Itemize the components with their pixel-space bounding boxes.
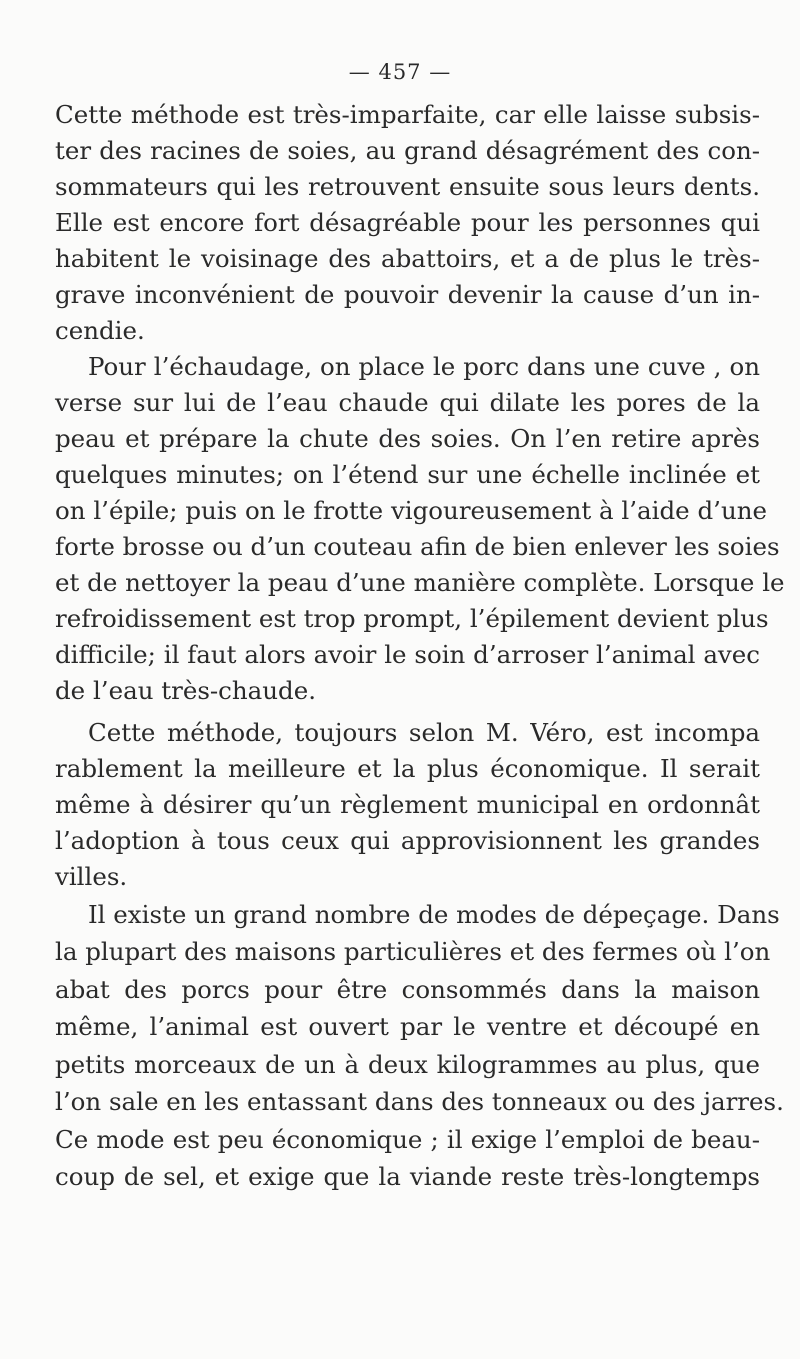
text-line: grave inconvénient de pouvoir devenir la cause d’un in- <box>55 280 760 309</box>
text-line: et de nettoyer la peau d’une manière complète. Lorsque le <box>55 568 785 597</box>
text-line: petits morceaux de un à deux kilogrammes au plus, que <box>55 1050 760 1079</box>
text-line: coup de sel, et exige que la viande reste très-longtemps <box>55 1162 760 1191</box>
text-line: on l’épile; puis on le frotte vigoureusement à l’aide d’une <box>55 496 767 525</box>
text-line: la plupart des maisons particulières et des fermes où l’on <box>55 937 771 966</box>
text-line: refroidissement est trop prompt, l’épilement devient plus <box>55 604 769 633</box>
text-line: villes. <box>55 862 128 891</box>
text-line: Ce mode est peu économique ; il exige l’emploi de beau- <box>55 1125 760 1154</box>
text-line: de l’eau très-chaude. <box>55 676 317 705</box>
text-line: Pour l’échaudage, on place le porc dans une cuve , on <box>88 352 760 381</box>
text-line: quelques minutes; on l’étend sur une échelle inclinée et <box>55 460 760 489</box>
text-line: ter des racines de soies, au grand désagrément des con- <box>55 136 760 165</box>
text-line: Cette méthode, toujours selon M. Véro, est incompa <box>88 718 760 747</box>
text-line: l’adoption à tous ceux qui approvisionnent les grandes <box>55 826 760 855</box>
text-line: Cette méthode est très-imparfaite, car elle laisse subsis- <box>55 100 760 129</box>
text-line: peau et prépare la chute des soies. On l’en retire après <box>55 424 760 453</box>
text-line: sommateurs qui les retrouvent ensuite sous leurs dents. <box>55 172 760 201</box>
text-line: forte brosse ou d’un couteau afin de bien enlever les soies <box>55 532 780 561</box>
text-line: Il existe un grand nombre de modes de dépeçage. Dans <box>88 900 780 929</box>
text-line: l’on sale en les entassant dans des tonneaux ou des jarres. <box>55 1087 784 1116</box>
text-line: Elle est encore fort désagréable pour les personnes qui <box>55 208 760 237</box>
text-line: difficile; il faut alors avoir le soin d’arroser l’animal avec <box>55 640 760 669</box>
text-line: cendie. <box>55 316 145 345</box>
text-line: même à désirer qu’un règlement municipal en ordonnât <box>55 790 760 819</box>
text-line: abat des porcs pour être consommés dans la maison <box>55 975 760 1004</box>
page-number: — 457 — <box>348 60 452 84</box>
text-line: verse sur lui de l’eau chaude qui dilate les pores de la <box>55 388 760 417</box>
text-line: habitent le voisinage des abattoirs, et a de plus le très- <box>55 244 760 273</box>
text-line: rablement la meilleure et la plus économique. Il serait <box>55 754 760 783</box>
text-line: même, l’animal est ouvert par le ventre et découpé en <box>55 1012 760 1041</box>
